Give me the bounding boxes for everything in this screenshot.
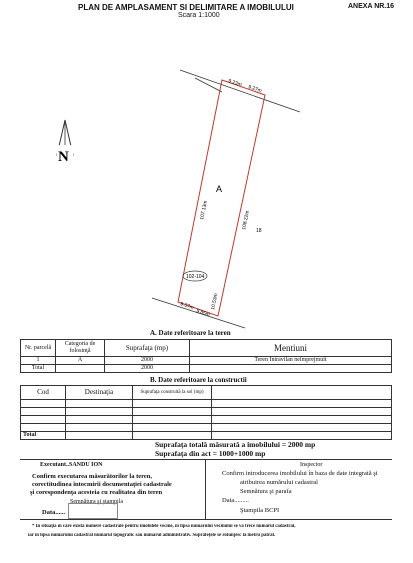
- annex-label: ANEXA NR.16: [348, 3, 395, 10]
- construction-table: [20, 385, 392, 440]
- section-b-title: B. Date referitoare la constructii: [150, 376, 247, 384]
- table-cell: A: [56, 357, 105, 365]
- table-cell: Total: [21, 365, 56, 373]
- edge-left-label: 107.13m: [199, 200, 210, 221]
- confirm-right-line-1: Confirm introducerea imobilului în baza de date integrată şi: [222, 470, 378, 477]
- confirm-line-1: Confirm executarea măsurătorilor la teren,: [32, 473, 153, 480]
- site-plan: [0, 20, 413, 338]
- stamp-label: Ştampila BCPI: [240, 507, 280, 514]
- vertical-divider: [205, 459, 206, 519]
- date-label-left: Data......: [42, 509, 66, 516]
- col-destination: Destinaţia: [66, 386, 133, 400]
- table-cell: 1: [21, 357, 56, 365]
- inspector-label: Inspector: [300, 462, 323, 468]
- table-cell: 2000: [105, 357, 190, 365]
- page-title: PLAN DE AMPLASAMENT SI DELIMITARE A IMOBILULUI: [78, 3, 294, 12]
- table-cell: [190, 365, 392, 373]
- edge-top-label: 9.23m: [227, 78, 243, 89]
- signature-parafa: Semnătura şi parafa: [240, 488, 292, 495]
- table-cell: 2000: [105, 365, 190, 373]
- table-cell: Teren Intravilan neimprejmuit: [190, 357, 392, 365]
- edge-right-label: 108.22m: [241, 210, 252, 231]
- scale-label: Scara 1:1000: [178, 12, 220, 19]
- footnote-line-2: iar în lipsa numărului cadastral numărul topografic sau numărul administrativ. Suprafeţele se rotunjesc la metru pătrat.: [28, 533, 276, 538]
- col-area: Suprafaţa (mp): [105, 340, 190, 357]
- divider: [20, 519, 392, 520]
- confirm-line-3: şi corespondenţa acesteia cu realitatea din teren: [30, 489, 163, 496]
- col-category: Categoria de folosinţă: [56, 340, 105, 357]
- confirm-right-line-2: atribuirea numărului cadastral: [240, 479, 318, 486]
- signature-stamp: [68, 503, 118, 519]
- section-a-title: A. Date referitoare la teren: [150, 329, 231, 337]
- parcel-id-label: 102-104: [186, 274, 205, 280]
- col-built-area: Suprafaţa construită la sol (mp): [133, 386, 212, 400]
- neighbour-line-top: [180, 70, 300, 112]
- confirm-line-2: corectitudinea întocmirii documentaţiei cadastrale: [32, 481, 172, 488]
- table-cell: [56, 365, 105, 373]
- col-code: Cod: [21, 386, 66, 400]
- parcel-letter: A: [216, 184, 223, 194]
- edge-bottom2-label: 9.85m: [195, 308, 211, 319]
- land-table: [20, 339, 392, 373]
- edge-bottom-label: 9.37m: [179, 301, 195, 312]
- executant-label: Executant..SANDU ION: [40, 462, 103, 468]
- north-arrow-icon: [57, 120, 73, 165]
- table-cell: Total: [21, 432, 66, 440]
- divider: [20, 459, 392, 460]
- svg-text:N: N: [58, 149, 69, 165]
- signature-label: Semnătura şi ştampila: [70, 499, 123, 505]
- side-mark: 18: [256, 228, 262, 234]
- footnote-line-1: * În situaţia în care există numere cadastrale pentru imobilele vecine, în lipsa numărului vecinului se va trece numărul cadastral,: [32, 524, 296, 529]
- col-mentions: Mentiuni: [190, 340, 392, 357]
- date-label-right: Data.........: [222, 497, 249, 504]
- col-mentions-b: [212, 386, 392, 400]
- total-measured-area: Suprafaţa totală măsurată a imobilului = 2000 mp: [155, 440, 316, 449]
- edge-top2-label: 9.27m: [247, 84, 263, 95]
- col-parcel: Nr. parcelă: [21, 340, 56, 357]
- edge-left-bottom-label: 10.53m: [210, 292, 220, 311]
- deed-area: Suprafaţa din act = 1000+1000 mp: [155, 449, 266, 458]
